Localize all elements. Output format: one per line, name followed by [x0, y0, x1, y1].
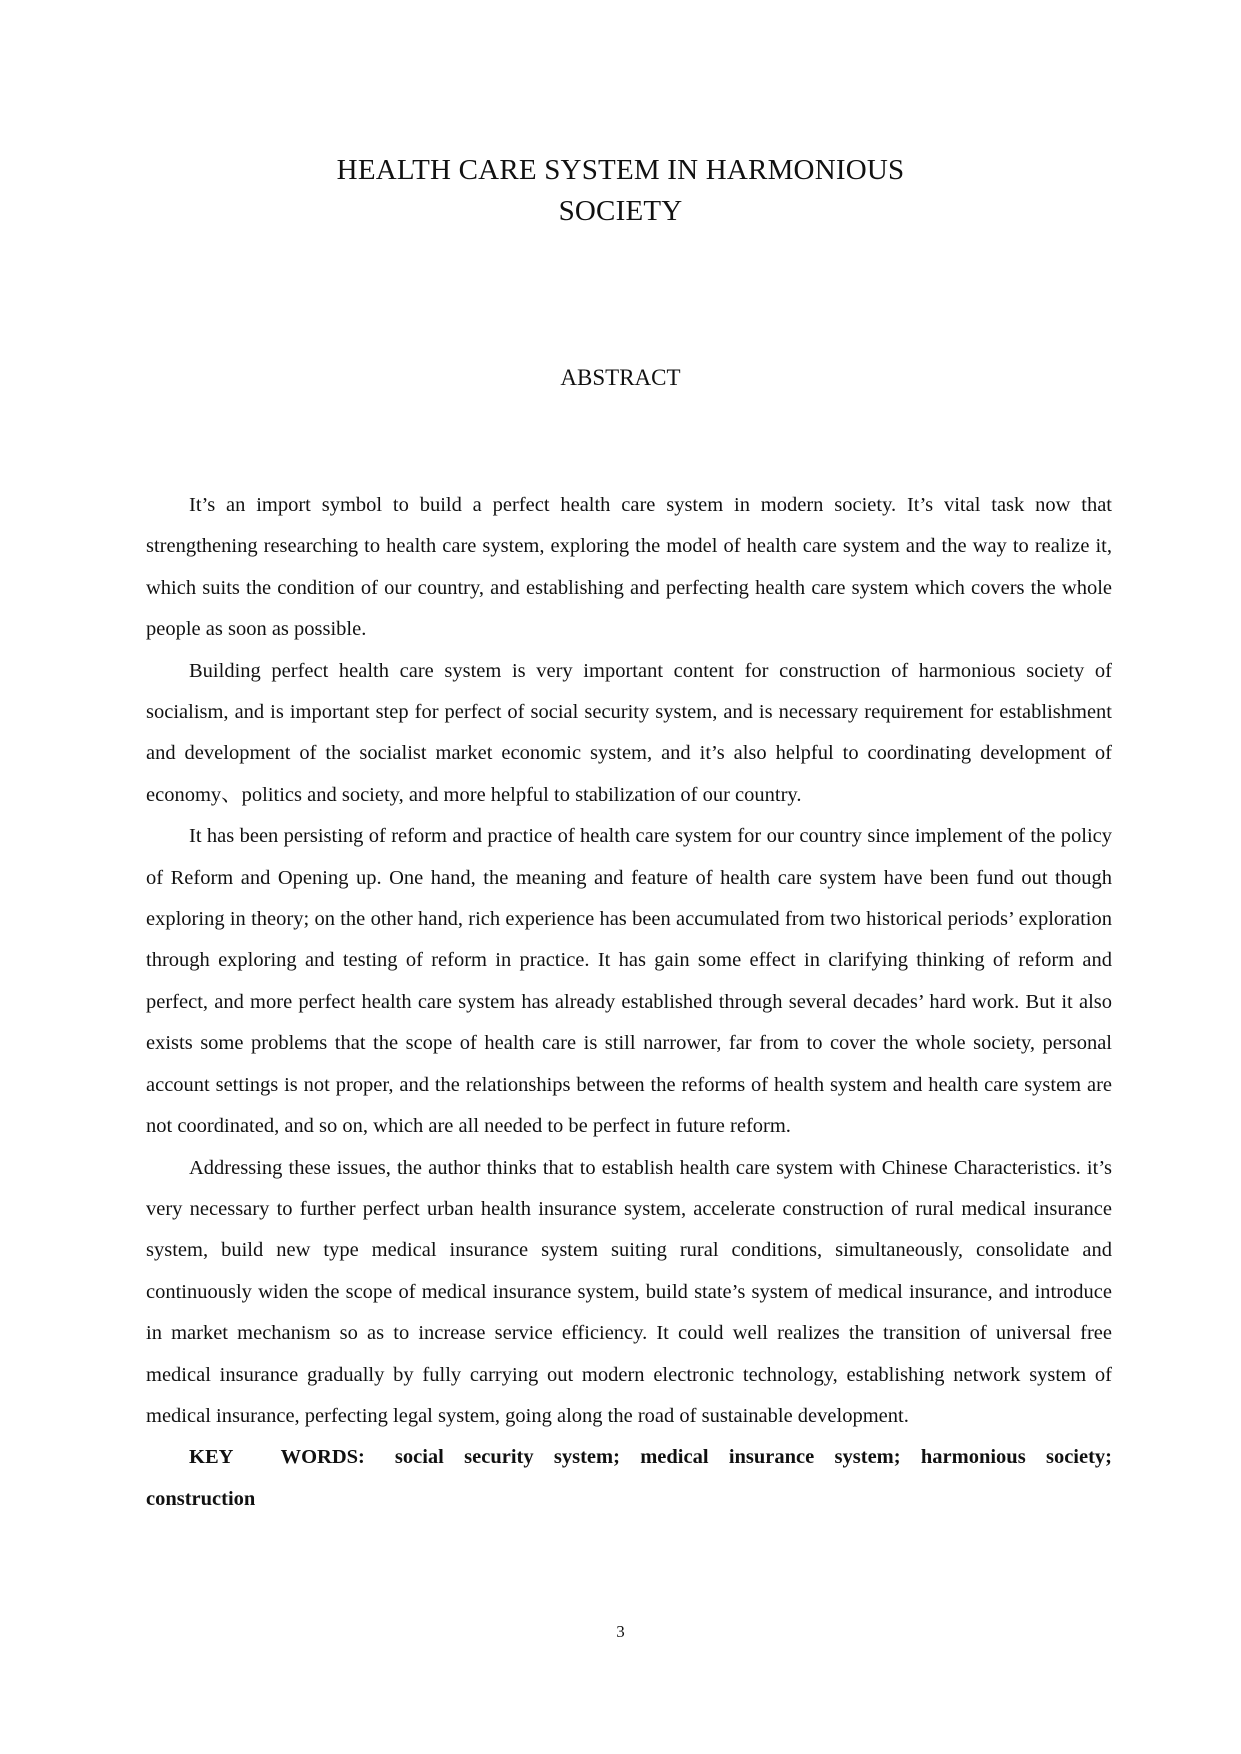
title-line-1: HEALTH CARE SYSTEM IN HARMONIOUS [336, 154, 905, 186]
abstract-paragraph-4: Addressing these issues, the author thinks that to establish health care system with Chinese Characteristics. it’s very necessary to further perfect urban health insurance system, accelerate construction of rural medical insurance system, build new type medical insurance system suiting rural conditions, simultaneously, consolidate and continuously widen the scope of medical insurance system, build state’s system of medical insurance, and introduce in market mechanism so as to increase service efficiency. It could well realizes the transition of universal free medical insurance gradually by fully carrying out modern electronic technology, establishing network system of medical insurance, perfecting legal system, going along the road of sustainable development. [146, 1156, 1112, 1427]
abstract-body [146, 485, 1112, 1520]
document-title [0, 150, 1241, 232]
abstract-paragraph-2: Building perfect health care system is very important content for construction of harmonious society of socialism, and is important step for perfect of social security system, and is necessary requirement for establishment and development of the socialist market economic system, and it’s also helpful to coordinating development of economy、politics and society, and more helpful to stabilization of our country. [146, 659, 1112, 806]
page-number: 3 [616, 1622, 625, 1641]
abstract-heading: ABSTRACT [560, 365, 681, 390]
keywords-line [146, 1437, 1112, 1520]
abstract-paragraph-3: It has been persisting of reform and practice of health care system for our country since implement of the policy of Reform and Opening up. One hand, the meaning and feature of health care system have been fund out though exploring in theory; on the other hand, rich experience has been accumulated from two historical periods’ exploration through exploring and testing of reform in practice. It has gain some effect in clarifying thinking of reform and perfect, and more perfect health care system has already established through several decades’ hard work. But it also exists some problems that the scope of health care is still narrower, far from to cover the whole society, personal account settings is not proper, and the relationships between the reforms of health system and health care system are not coordinated, and so on, which are all needed to be perfect in future reform. [146, 825, 1112, 1138]
title-line-2: SOCIETY [558, 195, 683, 227]
keywords-label: KEY WORDS: [189, 1446, 365, 1469]
abstract-paragraph-1: It’s an import symbol to build a perfect health care system in modern society. It’s vital task now that strengthening researching to health care system, exploring the model of health care system and the way to realize it, which suits the condition of our country, and establishing and perfecting health care system which covers the whole people as soon as possible. [146, 494, 1112, 641]
keywords-text: social security system; medical insurance system; harmonious society; construction [146, 1446, 1112, 1510]
